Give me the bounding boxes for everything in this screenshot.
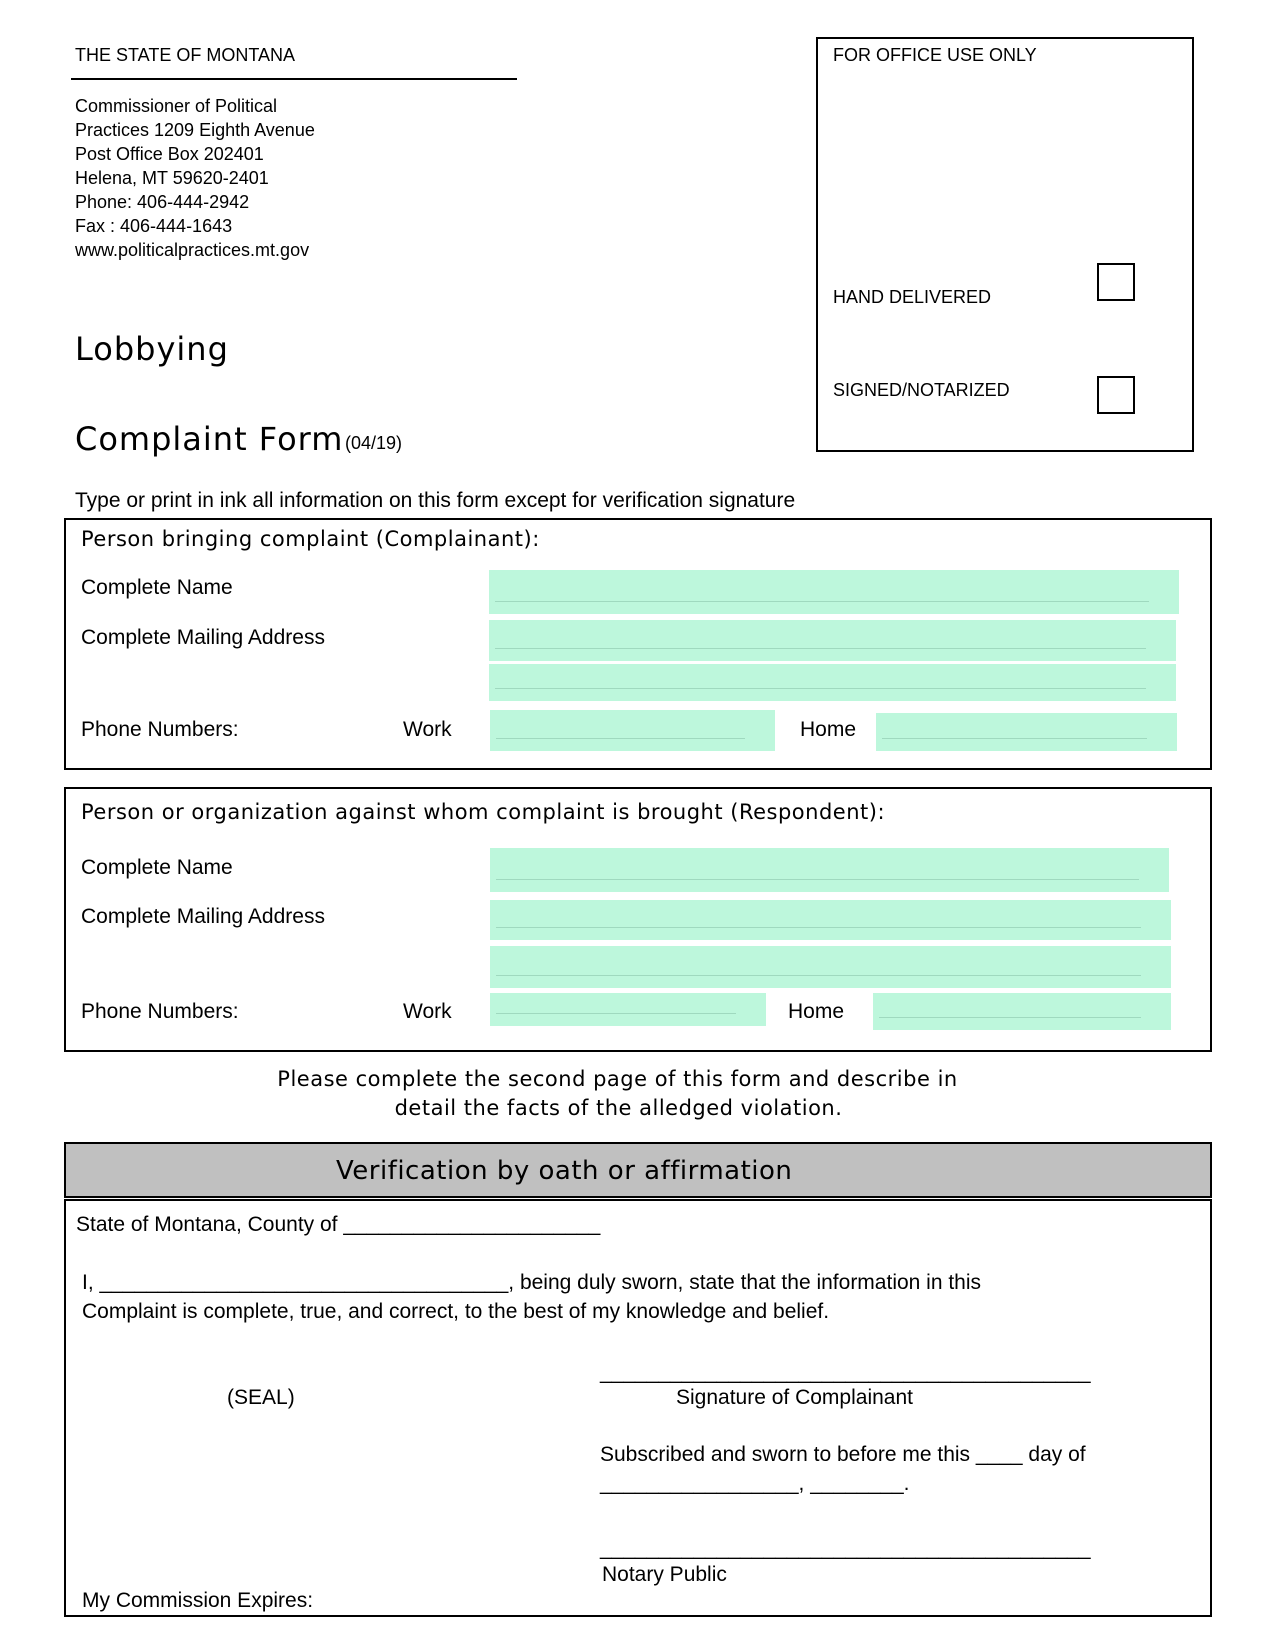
state-heading: THE STATE OF MONTANA	[75, 45, 295, 65]
form-instructions: Type or print in ink all information on this form except for verification signature	[75, 489, 796, 512]
form-version: (04/19)	[345, 433, 403, 453]
respondent-address-input-2[interactable]	[490, 946, 1171, 988]
county-line: State of Montana, County of ______________________	[76, 1213, 601, 1236]
complainant-address-field-1[interactable]	[489, 620, 1176, 661]
second-page-note-line1	[0, 1067, 1275, 1091]
complainant-name-label: Complete Name	[81, 576, 233, 599]
complainant-home-phone-field[interactable]	[876, 713, 1177, 751]
hand-delivered-checkbox[interactable]	[1097, 263, 1135, 301]
oath-line-2: Complaint is complete, true, and correct, to the best of my knowledge and belief.	[82, 1300, 830, 1323]
respondent-section	[64, 787, 1212, 1052]
form-title-lobbying: Lobbying	[75, 330, 229, 368]
complainant-address-input-2[interactable]	[489, 664, 1176, 701]
second-page-note-line2	[0, 1096, 1275, 1120]
oath-line-1: I, ___________________________________, being duly sworn, state that the information in this	[82, 1271, 982, 1294]
respondent-heading: Person or organization against whom complaint is brought (Respondent):	[81, 800, 886, 824]
complainant-name-field[interactable]	[489, 570, 1179, 614]
address-line: Helena, MT 59620-2401	[75, 168, 269, 188]
respondent-phone-label: Phone Numbers:	[81, 1000, 239, 1023]
address-line: Commissioner of Political	[75, 96, 278, 116]
complainant-phone-label: Phone Numbers:	[81, 718, 239, 741]
respondent-work-phone-field[interactable]	[490, 993, 766, 1026]
respondent-work-label: Work	[403, 1000, 452, 1023]
address-line: Practices 1209 Eighth Avenue	[75, 120, 315, 140]
office-use-box	[816, 37, 1194, 452]
respondent-home-phone-field[interactable]	[873, 993, 1171, 1030]
signature-line: __________________________________________	[600, 1361, 1091, 1384]
complainant-work-label: Work	[403, 718, 452, 741]
complainant-section	[64, 518, 1212, 770]
office-use-title: FOR OFFICE USE ONLY	[833, 45, 1037, 65]
complainant-work-phone-input[interactable]	[490, 710, 775, 751]
verification-section	[64, 1199, 1212, 1617]
seal-label: (SEAL)	[227, 1386, 295, 1409]
complainant-home-label: Home	[800, 718, 857, 741]
respondent-work-phone-input[interactable]	[490, 993, 766, 1026]
respondent-name-field[interactable]	[490, 848, 1169, 892]
respondent-address-input-1[interactable]	[490, 900, 1171, 940]
complainant-work-phone-field[interactable]	[490, 710, 775, 751]
respondent-name-label: Complete Name	[81, 856, 233, 879]
agency-address	[75, 94, 315, 262]
second-page-note-text2: detail the facts of the alledged violation.	[394, 1096, 843, 1120]
respondent-home-label: Home	[788, 1000, 845, 1023]
signed-notarized-checkbox[interactable]	[1097, 376, 1135, 414]
commission-expires-label: My Commission Expires:	[82, 1589, 314, 1612]
complainant-name-input[interactable]	[489, 570, 1179, 614]
signed-notarized-label: SIGNED/NOTARIZED	[833, 380, 1010, 400]
verification-heading: Verification by oath or affirmation	[336, 1156, 793, 1186]
notary-label: Notary Public	[602, 1563, 727, 1586]
notary-line: __________________________________________	[600, 1537, 1091, 1560]
subscribed-line-2: _________________, ________.	[600, 1472, 910, 1495]
complainant-address-field-2[interactable]	[489, 664, 1176, 701]
website-link[interactable]: www.politicalpractices.mt.gov	[75, 240, 310, 260]
respondent-name-input[interactable]	[490, 848, 1169, 892]
signature-label: Signature of Complainant	[676, 1386, 913, 1409]
hand-delivered-label: HAND DELIVERED	[833, 287, 992, 307]
respondent-address-label: Complete Mailing Address	[81, 905, 325, 928]
verification-header-bar	[64, 1142, 1212, 1198]
complainant-heading: Person bringing complaint (Complainant):	[81, 527, 540, 551]
subscribed-line-1: Subscribed and sworn to before me this ____ day of	[600, 1443, 1086, 1466]
address-line: Phone: 406-444-2942	[75, 192, 250, 212]
respondent-address-field-1[interactable]	[490, 900, 1171, 940]
complainant-home-phone-input[interactable]	[876, 713, 1177, 751]
address-line: Fax : 406-444-1643	[75, 216, 233, 236]
respondent-address-field-2[interactable]	[490, 946, 1171, 988]
second-page-note-text1: Please complete the second page of this form and describe in	[277, 1067, 958, 1091]
complainant-address-input-1[interactable]	[489, 620, 1176, 661]
header-divider	[71, 78, 517, 80]
form-title-complaint: Complaint Form	[75, 420, 344, 458]
complainant-address-label: Complete Mailing Address	[81, 626, 325, 649]
respondent-home-phone-input[interactable]	[873, 993, 1171, 1030]
address-line: Post Office Box 202401	[75, 144, 264, 164]
